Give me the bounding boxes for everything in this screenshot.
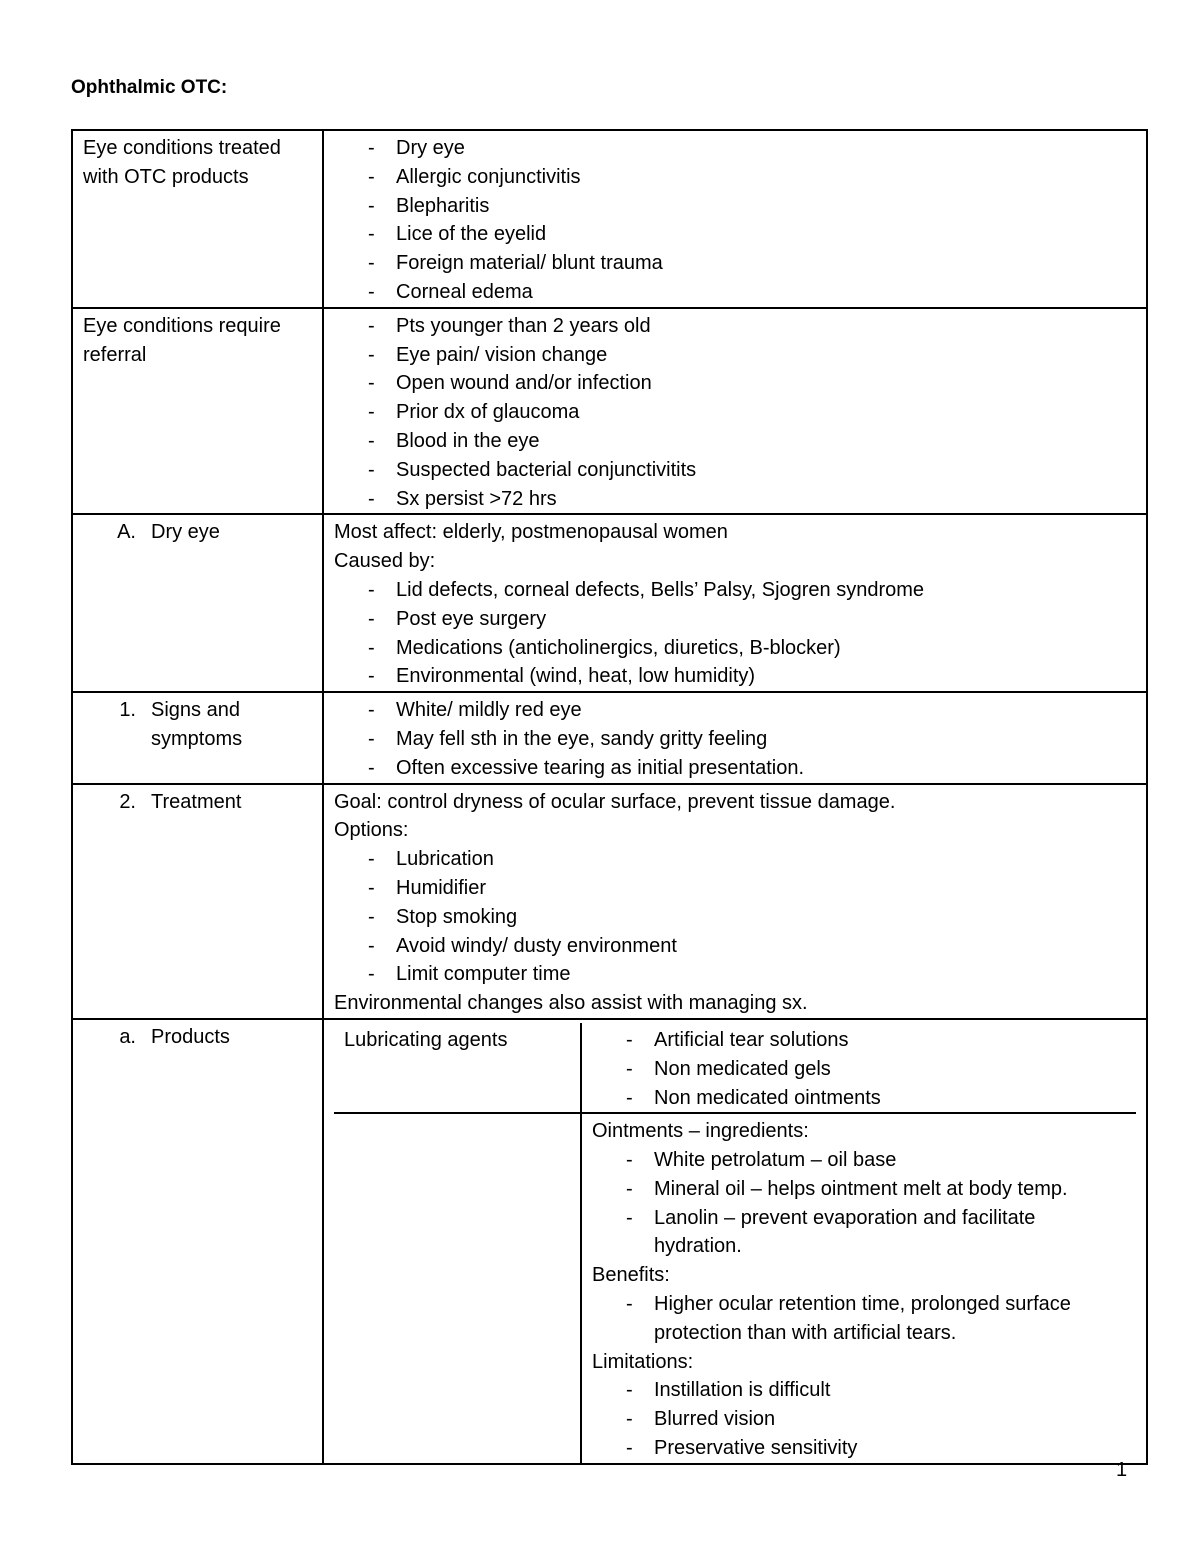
products-subtable <box>334 1023 1136 1463</box>
list-item: - Dry eye <box>368 137 465 159</box>
limitations-heading: Limitations: <box>592 1350 694 1373</box>
list-item: - Non medicated ointments <box>626 1086 881 1109</box>
treatment-footer-text: Environmental changes also assist with managing sx. <box>334 992 808 1015</box>
caused-by-heading: Caused by: <box>334 550 436 573</box>
row-label-treatment: 2. Treatment <box>72 784 323 1019</box>
treatment-content <box>323 784 1147 1019</box>
list-item: - Avoid windy/ dusty environment <box>368 934 677 957</box>
list-item: - Lanolin – prevent evaporation and facilitate hydration. <box>626 1206 1036 1258</box>
row-label-dry-eye: A. Dry eye <box>72 514 323 692</box>
row-label-signs: 1. Signs and symptoms <box>72 692 323 783</box>
table-row <box>72 1019 1147 1464</box>
options-heading: Options: <box>334 819 409 842</box>
table-row <box>72 784 1147 1019</box>
list-item: - Blurred vision <box>626 1408 776 1431</box>
table-row <box>334 1113 1136 1463</box>
list-item: - Stop smoking <box>368 905 518 928</box>
list-item: - White petrolatum – oil base <box>626 1149 897 1172</box>
lubricating-agents-list <box>581 1023 1136 1113</box>
list-item: - Corneal edema <box>368 280 533 303</box>
list-item: - Blood in the eye <box>368 429 540 452</box>
list-item: - Instillation is difficult <box>626 1379 831 1402</box>
list-item: - Environmental (wind, heat, low humidity) <box>368 665 756 688</box>
table-row <box>72 514 1147 692</box>
list-item: - Foreign material/ blunt trauma <box>368 252 663 275</box>
list-item: - Lubrication <box>368 848 494 871</box>
lubricating-agents-label: Lubricating agents <box>334 1023 581 1113</box>
dry-eye-content <box>323 514 1147 692</box>
goal-text: Goal: control dryness of ocular surface, prevent tissue damage. <box>334 790 896 813</box>
list-item: - May fell sth in the eye, sandy gritty feeling <box>368 727 768 750</box>
list-item: - Limit computer time <box>368 963 571 986</box>
list-item: - Pts younger than 2 years old <box>368 314 651 337</box>
list-item: - Preservative sensitivity <box>626 1437 858 1460</box>
signs-list <box>323 692 1147 783</box>
list-item: - Suspected bacterial conjunctivitits <box>368 458 697 481</box>
row-label-products: a. Products <box>72 1019 323 1464</box>
otc-table <box>71 129 1148 1465</box>
row-label-referral: Eye conditions require referral <box>72 308 323 515</box>
table-row <box>72 130 1147 308</box>
list-item: - Humidifier <box>368 876 487 899</box>
referral-list <box>323 308 1147 515</box>
ointments-heading: Ointments – ingredients: <box>592 1120 809 1143</box>
list-item: - Often excessive tearing as initial presentation. <box>368 756 804 779</box>
table-row <box>334 1023 1136 1113</box>
list-item: - Mineral oil – helps ointment melt at body temp. <box>626 1177 1068 1200</box>
list-item: - Lid defects, corneal defects, Bells’ Palsy, Sjogren syndrome <box>368 578 925 601</box>
list-item: - Non medicated gels <box>626 1057 831 1080</box>
list-item: - Sx persist >72 hrs <box>368 487 557 510</box>
list-item: - Post eye surgery <box>368 607 547 630</box>
list-item: - Higher ocular retention time, prolonged surface protection than with artificial tears. <box>626 1293 1071 1344</box>
most-affect-text: Most affect: elderly, postmenopausal women <box>334 521 728 544</box>
list-item: - Prior dx of glaucoma <box>368 401 580 424</box>
benefits-heading: Benefits: <box>592 1264 670 1287</box>
list-item: - Medications (anticholinergics, diuretics, B-blocker) <box>368 636 841 659</box>
list-item: - Blepharitis <box>368 194 490 217</box>
otc-conditions-list <box>323 130 1147 308</box>
list-item: - Allergic conjunctivitis <box>368 165 581 188</box>
list-item: - Eye pain/ vision change <box>368 343 608 366</box>
page-title: Ophthalmic OTC: <box>71 77 228 98</box>
row-label-otc-conditions: Eye conditions treated with OTC products <box>72 130 323 308</box>
products-subtable-cell <box>323 1019 1147 1464</box>
ointments-content <box>581 1113 1136 1463</box>
table-row <box>72 308 1147 515</box>
list-item: - Open wound and/or infection <box>368 372 652 395</box>
list-item: - Lice of the eyelid <box>368 223 547 246</box>
table-row <box>72 692 1147 783</box>
empty-cell <box>334 1113 581 1463</box>
page-number: 1 <box>1116 1459 1128 1481</box>
list-item: - Artificial tear solutions <box>626 1028 849 1051</box>
list-item: - White/ mildly red eye <box>368 699 582 722</box>
